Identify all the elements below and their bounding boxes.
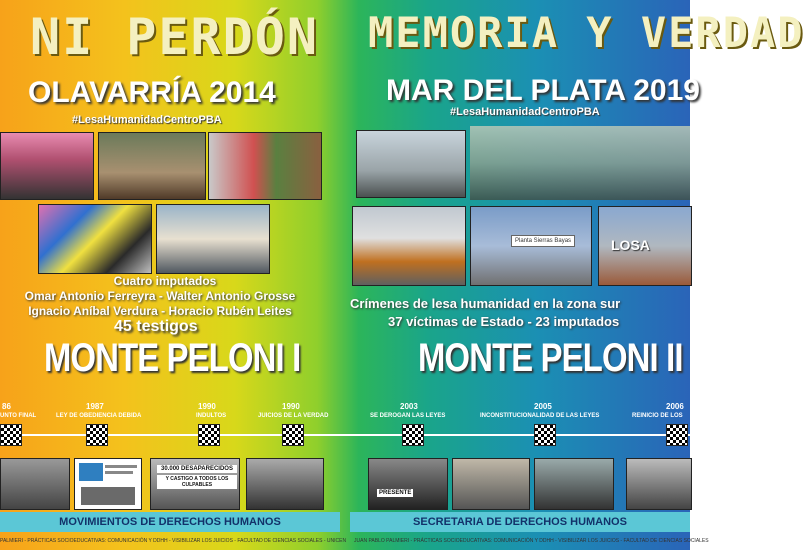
newspaper-clip-icon: [79, 463, 103, 481]
speakers-photo: [38, 204, 152, 274]
right-hashtag: #LesaHumanidadCentroPBA: [450, 106, 600, 118]
right-subtitle: MAR DEL PLATA 2019: [386, 74, 700, 107]
photo-thumb-icon: [81, 487, 135, 505]
bottom-photo-5: [368, 458, 448, 510]
left-title: NI PERDÓN: [30, 8, 319, 66]
accused-line2: Ignacio Aníbal Verdura - Horacio Rubén Leites: [28, 304, 292, 318]
bottom-photo-7: [534, 458, 614, 510]
right-title: MEMORIA Y VERDAD: [368, 8, 805, 57]
text-line-icon: [105, 471, 133, 474]
tl-year-5: 2003: [400, 402, 418, 411]
tl-label-5: SE DEROGAN LAS LEYES: [370, 413, 446, 419]
factory-sign: Planta Sierras Bayas: [511, 235, 575, 247]
right-case-name: MONTE PELONI II: [418, 336, 683, 380]
crimes-line2: 37 víctimas de Estado - 23 imputados: [388, 314, 620, 329]
bottom-photo-1: [0, 458, 70, 510]
footer-right: JUAN PABLO PALMIERI - PRÁCTICAS SOCIOEDUCATIVAS: COMUNICACIÓN Y DDHH - VISIBILIZAR LOS JUICIOS - FACULTAD DE CIENCIAS SOCIALES: [354, 538, 709, 544]
losa-photo: [598, 206, 692, 286]
audience-photo: [98, 132, 206, 200]
stage-photo: [0, 132, 94, 200]
bottom-photo-6: [452, 458, 530, 510]
left-bottom-bar: [0, 512, 340, 532]
banner-text-1: 30.000 DESAPARECIDOS: [157, 465, 237, 473]
presente-sign: PRESENTE: [379, 490, 412, 496]
accused-line1: Omar Antonio Ferreyra - Walter Antonio Grosse: [24, 289, 296, 303]
text-line-icon: [105, 465, 137, 468]
right-bottom-label: SECRETARIA DE DERECHOS HUMANOS: [413, 516, 627, 528]
qr-code-6[interactable]: [534, 424, 556, 446]
footer-left: PALMIERI - PRÁCTICAS SOCIOEDUCATIVAS: COMUNICACIÓN Y DDHH - VISIBILIZAR LOS JUICIOS - FACULTAD DE CIENCIAS SOCIALES - UNICEN: [0, 538, 347, 544]
qr-code-7[interactable]: [666, 424, 688, 446]
tl-label-4: JUICIOS DE LA VERDAD: [258, 413, 329, 419]
bottom-photo-4: [246, 458, 324, 510]
factory-photo: [470, 206, 592, 286]
left-case-name: MONTE PELONI I: [44, 336, 301, 380]
banner-text-2: Y CASTIGO A TODOS LOS CULPABLES: [157, 475, 237, 489]
qr-code-5[interactable]: [402, 424, 424, 446]
qr-code-1[interactable]: [0, 424, 22, 446]
qr-code-3[interactable]: [198, 424, 220, 446]
tl-year-1: 86: [2, 402, 11, 411]
tl-label-7: REINICIO DE LOS: [632, 413, 683, 419]
tl-label-1: UNTO FINAL: [0, 413, 37, 419]
tl-year-4: 1990: [282, 402, 300, 411]
crowd-photo: [156, 204, 270, 274]
tl-year-3: 1990: [198, 402, 216, 411]
bottom-photo-2: [74, 458, 142, 510]
truck-photo: [352, 206, 466, 286]
qr-code-2[interactable]: [86, 424, 108, 446]
crimes-line1: Crímenes de lesa humanidad en la zona sur: [350, 296, 621, 311]
accused-heading: Cuatro imputados: [113, 274, 217, 288]
tl-year-2: 1987: [86, 402, 104, 411]
protest-banner-photo: [150, 458, 240, 510]
bottom-photo-8: [626, 458, 692, 510]
left-bottom-label: MOVIMIENTOS DE DERECHOS HUMANOS: [59, 516, 281, 528]
tl-year-7: 2006: [666, 402, 684, 411]
mural-photo: [208, 132, 322, 200]
tl-year-6: 2005: [534, 402, 552, 411]
left-hashtag: #LesaHumanidadCentroPBA: [72, 114, 222, 126]
qr-code-4[interactable]: [282, 424, 304, 446]
street-photo: [356, 130, 466, 198]
left-subtitle: OLAVARRÍA 2014: [28, 76, 276, 109]
tl-label-2: LEY DE OBEDIENCIA DEBIDA: [56, 413, 142, 419]
right-bottom-bar: [350, 512, 690, 532]
witnesses-count: 45 testigos: [114, 318, 198, 335]
losa-sign: LOSA: [611, 237, 650, 253]
tl-label-6: INCONSTITUCIONALIDAD DE LAS LEYES: [480, 413, 600, 419]
old-building-photo: [470, 126, 690, 200]
tl-label-3: INDULTOS: [196, 413, 227, 419]
